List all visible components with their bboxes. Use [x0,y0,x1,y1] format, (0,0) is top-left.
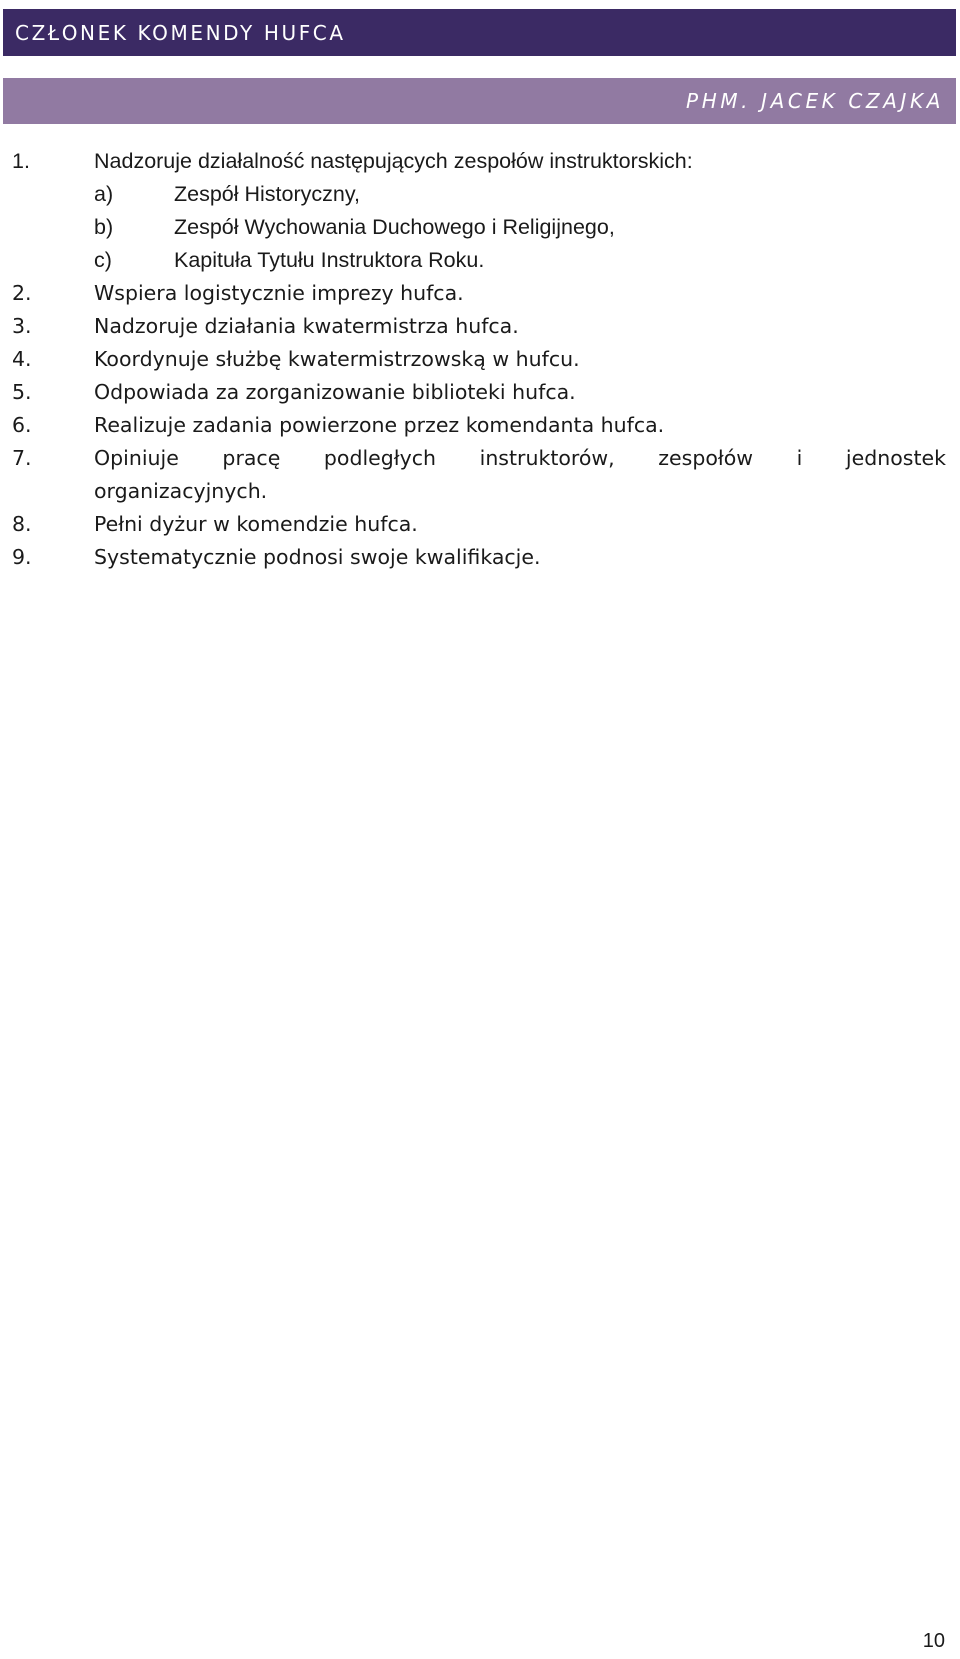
list-item [12,409,946,442]
sub-list-item [12,211,946,244]
item-text: Nadzoruje działania kwatermistrza hufca. [94,314,519,338]
section-title: CZŁONEK KOMENDY HUFCA [15,20,346,45]
item-number: 4. [12,347,32,371]
person-name-bar [3,78,956,124]
item-text: Realizuje zadania powierzone przez komendanta hufca. [94,413,665,437]
item-text: Systematycznie podnosi swoje kwalifikacje. [94,545,541,569]
list-item [12,277,946,310]
sub-item-letter: a) [94,182,114,206]
item-text-line-2: organizacyjnych. [94,479,268,503]
item-text: Pełni dyżur w komendzie hufca. [94,512,418,536]
sub-item-letter: b) [94,215,114,239]
sub-item-text: Kapituła Tytułu Instruktora Roku. [174,248,485,272]
item-text: Odpowiada za zorganizowanie biblioteki hufca. [94,380,576,404]
person-name: PHM. JACEK CZAJKA [686,89,944,113]
list-item [12,541,946,574]
item-number: 2. [12,281,32,305]
item-number: 5. [12,380,32,404]
list-item [12,343,946,376]
list-item [12,442,946,508]
item-number: 9. [12,545,32,569]
item-number: 8. [12,512,32,536]
sub-item-text: Zespół Wychowania Duchowego i Religijnego, [174,215,615,239]
item-text-wrapped [94,442,946,508]
page-number: 10 [922,1630,945,1652]
section-title-bar [3,9,956,56]
item-number: 7. [12,446,32,470]
list-item [12,145,946,178]
list-item [12,376,946,409]
sub-item-letter: c) [94,248,112,272]
item-number: 1. [12,149,30,173]
item-text: Nadzoruje działalność następujących zespołów instruktorskich: [94,149,693,173]
list-item [12,310,946,343]
list-item [12,508,946,541]
sub-item-text: Zespół Historyczny, [174,182,360,206]
item-number: 6. [12,413,32,437]
item-text: Wspiera logistycznie imprezy hufca. [94,281,464,305]
sub-list-item [12,244,946,277]
duties-list [12,145,946,574]
item-number: 3. [12,314,32,338]
item-text-line-1: Opiniuje pracę podległych instruktorów, zespołów i jednostek [94,446,946,470]
item-text: Koordynuje służbę kwatermistrzowską w hufcu. [94,347,580,371]
sub-list-item [12,178,946,211]
